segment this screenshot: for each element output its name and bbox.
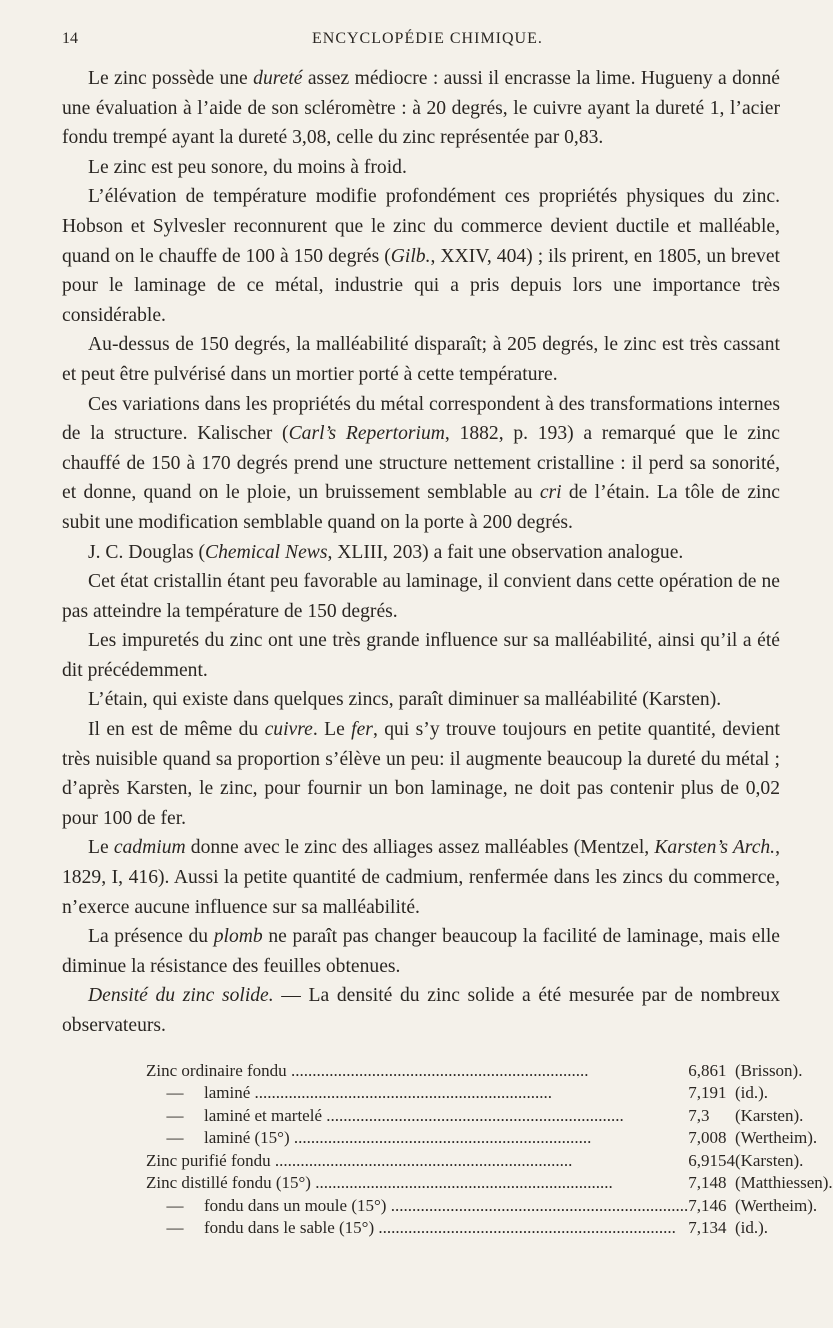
ditto-dash: —: [166, 1128, 184, 1148]
ditto-dash: —: [166, 1083, 184, 1103]
running-title: ENCYCLOPÉDIE CHIMIQUE.: [312, 30, 543, 47]
row-label-text: laminé et martelé: [204, 1105, 322, 1125]
row-label: — laminé (15°) ......................................................................: [146, 1128, 688, 1151]
row-label: — laminé et martelé ......................................................................: [146, 1106, 688, 1129]
page-header: [62, 30, 780, 58]
table-row: [146, 1173, 833, 1196]
density-value: 7,146: [688, 1195, 727, 1215]
row-label-text: fondu dans le sable (15°): [204, 1218, 375, 1238]
ditto-dash: —: [166, 1218, 184, 1238]
table-row: [146, 1106, 833, 1129]
paragraph-structure: Ces variations dans les propriétés du métal correspondent à des transformations internes de la structure. Kalischer (Carl’s Repertorium, 1882, p. 193) a remarqué que le zinc chauffé de 150 à 170 degrés prend une structure nettement cristalline : il perd sa sonorité, et donne, quand on le ploie, un bruissement semblable au cri de l’étain. La tôle de zinc subit une modification semblable quand on la porte à 200 degrés.: [62, 393, 781, 533]
paragraph-crystalline: Cet état cristallin étant peu favorable au laminage, il convient dans cette opération de ne pas atteindre la température de 150 degrés.: [62, 571, 780, 622]
source-author: (Karsten).: [734, 1105, 804, 1125]
row-label-text: laminé: [204, 1083, 251, 1103]
row-label-text: laminé (15°): [204, 1128, 290, 1148]
source-author: (Brisson).: [734, 1060, 803, 1080]
paragraph-density: Densité du zinc solide. — La densité du zinc solide a été mesurée par de nombreux observateurs.: [62, 985, 780, 1036]
density-value: 7,134: [688, 1218, 727, 1238]
table-row: [146, 1061, 833, 1084]
page-number: 14: [62, 30, 78, 47]
row-label: Zinc distillé fondu (15°) ......................................................................: [146, 1173, 613, 1193]
source-author: (id.).: [734, 1218, 768, 1238]
row-label: — fondu dans le sable (15°) ......................................................................: [146, 1218, 688, 1241]
density-value: 6,861: [688, 1060, 727, 1080]
density-value: 7,3: [688, 1105, 710, 1125]
density-value: 7,008: [688, 1128, 727, 1148]
table-row: [146, 1151, 833, 1174]
ditto-dash: —: [166, 1195, 184, 1215]
source-author: (id.).: [734, 1083, 768, 1103]
row-label: Zinc purifié fondu ......................................................................: [146, 1150, 573, 1170]
paragraph-lead: La présence du plomb ne paraît pas changer beaucoup la facilité de laminage, mais elle diminue la résistance des feuilles obtenues.: [62, 926, 780, 977]
density-table: [146, 1061, 833, 1241]
density-value: 7,148: [688, 1173, 727, 1193]
row-label-text: Zinc distillé fondu (15°): [146, 1173, 311, 1193]
paragraph-impurities: Les impuretés du zinc ont une très grande influence sur sa malléabilité, ainsi qu’il a été dit précédemment.: [62, 630, 780, 681]
paragraph-cadmium: Le cadmium donne avec le zinc des alliages assez malléables (Mentzel, Karsten’s Arch., 1829, I, 416). Aussi la petite quantité de cadmium, renfermée dans les zincs du commerce, n’exerce aucune influence sur sa malléabilité.: [62, 837, 780, 918]
table-row: [146, 1218, 833, 1241]
paragraph-hardness: Le zinc possède une dureté assez médiocre : aussi il encrasse la lime. Hugueny a donné une évaluation à l’aide de son scléromètre : à 20 degrés, le cuivre ayant la dureté 1, l’acier fondu trempé ayant la dureté 3,08, celle du zinc représentée par 0,83.: [62, 68, 781, 149]
paragraph-tin: L’étain, qui existe dans quelques zincs, paraît diminuer sa malléabilité (Karsten).: [88, 689, 722, 711]
row-label: — fondu dans un moule (15°) ......................................................................: [146, 1196, 688, 1219]
row-label-text: Zinc ordinaire fondu: [146, 1060, 287, 1080]
density-value: 6,9154: [688, 1150, 735, 1170]
row-label: Zinc ordinaire fondu ......................................................................: [146, 1060, 589, 1080]
body-text: [62, 64, 780, 1041]
source-author: (Wertheim).: [734, 1195, 818, 1215]
ditto-dash: —: [166, 1105, 184, 1125]
row-label-text: fondu dans un moule (15°): [204, 1195, 387, 1215]
density-value: 7,191: [688, 1083, 727, 1103]
table-row: [146, 1196, 833, 1219]
table-row: [146, 1128, 833, 1151]
table-row: [146, 1083, 833, 1106]
row-label-text: Zinc purifié fondu: [146, 1150, 271, 1170]
source-author: (Wertheim).: [734, 1128, 818, 1148]
paragraph-temperature: L’élévation de température modifie profondément ces propriétés physiques du zinc. Hobson et Sylvesler reconnurent que le zinc du commerce devient ductile et malléable, quand on le chauffe de 100 à 150 degrés (Gilb., XXIV, 404) ; ils prirent, en 1805, un brevet pour le laminage de ce métal, industrie qui a pris depuis lors une importance très considérable.: [62, 186, 780, 326]
source-author: (Matthiessen).: [734, 1173, 833, 1193]
row-label: — laminé ......................................................................: [146, 1083, 688, 1106]
paragraph-douglas: J. C. Douglas (Chemical News, XLIII, 203) a fait une observation analogue.: [88, 541, 684, 563]
paragraph-copper-iron: Il en est de même du cuivre. Le fer, qui s’y trouve toujours en petite quantité, devient très nuisible quand sa proportion s’élève un peu: il augmente beaucoup la dureté du métal ; d’après Karsten, le zinc, pour fournir un bon laminage, ne doit pas contenir plus de 0,02 pour 100 de fer.: [62, 719, 780, 829]
source-author: (Karsten).: [734, 1150, 804, 1170]
paragraph-sonority: Le zinc est peu sonore, du moins à froid.: [88, 156, 407, 178]
paragraph-above-150: Au-dessus de 150 degrés, la malléabilité disparaît; à 205 degrés, le zinc est très cassant et peut être pulvérisé dans un mortier porté à cette température.: [62, 334, 780, 385]
